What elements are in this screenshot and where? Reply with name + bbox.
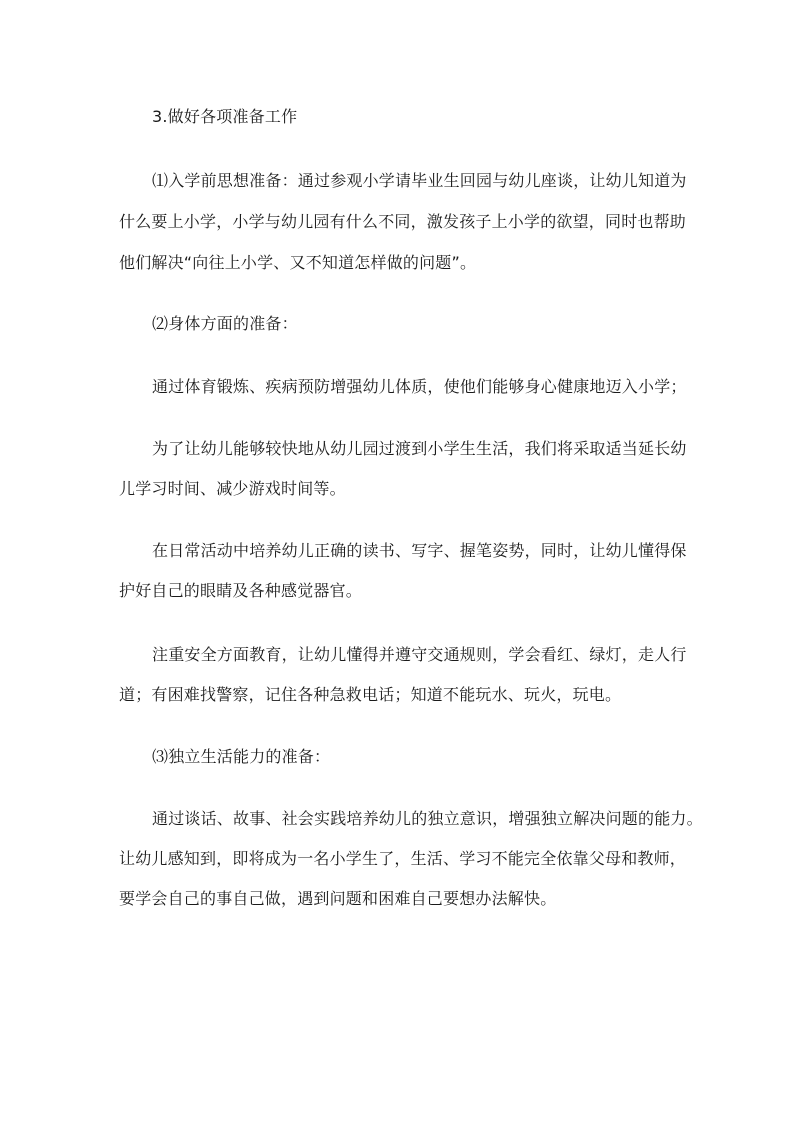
paragraph-line: 注重安全方面教育，让幼儿懂得并遵守交通规则，学会看红、绿灯，走人行	[152, 645, 687, 664]
paragraph-line: ⑵身体方面的准备：	[152, 314, 298, 333]
paragraph-line: 要学会自己的事自己做，遇到问题和困难自己要想办法解快。	[119, 889, 557, 908]
section-heading: 3.做好各项准备工作	[152, 107, 298, 126]
paragraph-line: 让幼儿感知到，即将成为一名小学生了，生活、学习不能完全依靠父母和教师，	[119, 849, 687, 868]
paragraph-line: 道；有困难找警察，记住各种急救电话；知道不能玩水、玩火，玩电。	[119, 685, 622, 704]
paragraph-line: 通过谈话、故事、社会实践培养幼儿的独立意识，增强独立解决问题的能力。	[152, 809, 703, 828]
paragraph-line: 护好自己的眼睛及各种感觉器官。	[119, 581, 363, 600]
paragraph-line: 儿学习时间、减少游戏时间等。	[119, 479, 346, 498]
paragraph-line: 什么要上小学，小学与幼儿园有什么不同，激发孩子上小学的欲望，同时也帮助	[119, 212, 687, 231]
paragraph-line: ⑶独立生活能力的准备：	[152, 747, 331, 766]
paragraph-line: 通过体育锻炼、疾病预防增强幼儿体质，使他们能够身心健康地迈入小学；	[152, 377, 687, 396]
paragraph-line: 他们解决“向往上小学、又不知道怎样做的问题”。	[119, 253, 477, 272]
paragraph-line: 在日常活动中培养幼儿正确的读书、写字、握笔姿势，同时，让幼儿懂得保	[152, 541, 687, 560]
paragraph-line: ⑴入学前思想准备：通过参观小学请毕业生回园与幼儿座谈，让幼儿知道为	[152, 171, 687, 190]
paragraph-line: 为了让幼儿能够较快地从幼儿园过渡到小学生生活，我们将采取适当延长幼	[152, 439, 687, 458]
